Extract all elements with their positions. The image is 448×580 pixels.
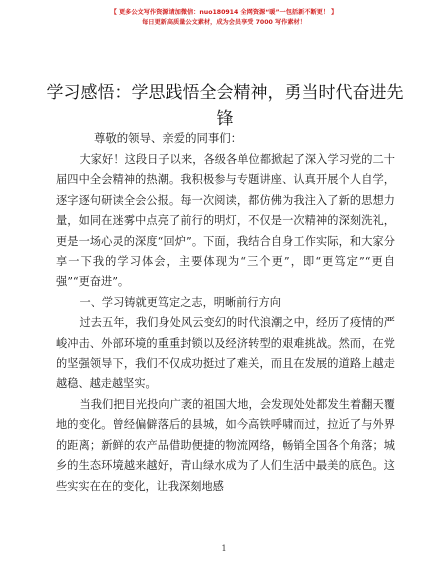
paragraph: 当我们把目光投向广袤的祖国大地，会发现处处都发生着翻天覆地的变化。曾经偏僻落后的县城，如今高铁呼啸而过，拉近了与外界的距离；新鲜的农产品借助便捷的物流网络，畅销全国各个角落；城乡的生态环境越来越好，青山绿水成为了人们生活中最美的底色。这些实实在在的变化，让我深刻地感 <box>56 397 395 493</box>
document-title: 学习感悟：学思践悟全会精神，勇当时代奋进先锋 <box>46 83 404 129</box>
salutation: 尊敬的领导、亲爱的同事们： <box>94 131 243 145</box>
promo-line-2: 每日更新高质量公文素材，成为会员享受 7000 写作素材！ <box>142 19 306 26</box>
section-heading: 一、学习铸就更笃定之志，明晰前行方向 <box>79 295 281 309</box>
page-number: 1 <box>221 544 227 553</box>
paragraph: 过去五年，我们身处风云变幻的时代浪潮之中，经历了疫情的严峻冲击、外部环境的重重封锁以及经济转型的艰难挑战。然而，在党的坚强领导下，我们不仅成功挺过了难关，而且在发展的道路上越走越稳、越走越坚实。 <box>56 316 395 391</box>
document-body <box>56 150 395 497</box>
paragraph: 大家好！这段日子以来，各级各单位都掀起了深入学习党的二十届四中全会精神的热潮。我积极参与专题讲座、认真开展个人自学，逐字逐句研读全会公报。每一次阅读，都仿佛为我注入了新的思想力量，如同在迷雾中点亮了前行的明灯，不仅是一次精神的深刻洗礼，更是一场心灵的深度“回炉”。下面，我结合自身工作实际，和大家分享一下我的学习体会，主要体现为“三个更”，即“更笃定”“更自强”“更奋进”。 <box>56 153 395 289</box>
promo-line-1: 【 更多公文写作资源请加微信：nuo180914 全网资源“暖”一包括新不断更！ 】 <box>110 9 338 16</box>
promo-banner <box>0 8 448 28</box>
